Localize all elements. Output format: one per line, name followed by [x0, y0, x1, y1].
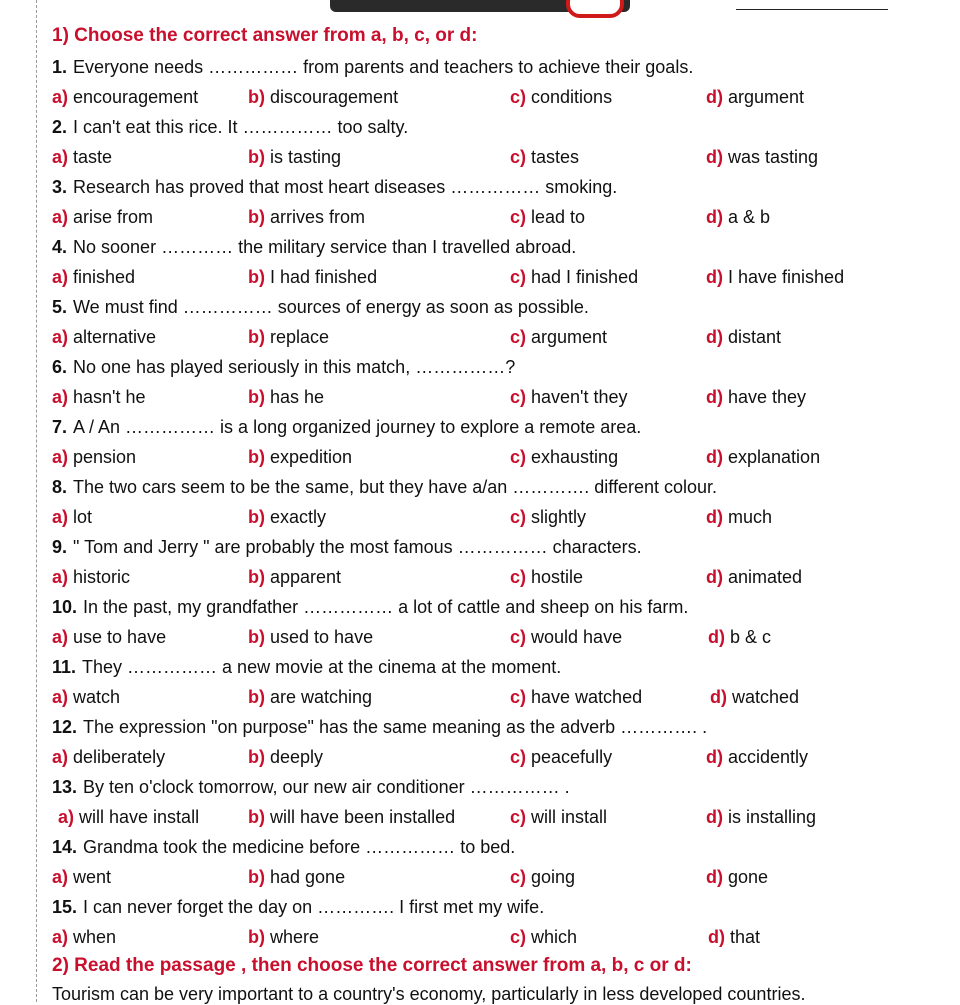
question-3 [52, 176, 617, 198]
option-text: hasn't he [73, 387, 146, 407]
option-letter: a) [52, 927, 69, 947]
option-b[interactable] [248, 326, 329, 348]
option-d[interactable] [706, 746, 808, 768]
option-letter: d) [706, 267, 723, 287]
options-row [0, 806, 960, 828]
question-number: 11. [52, 657, 77, 677]
option-text: conditions [531, 87, 613, 107]
options-row [0, 446, 960, 468]
option-text: where [270, 927, 320, 947]
option-letter: b) [248, 147, 265, 167]
option-text: distant [728, 327, 782, 347]
option-text: have watched [531, 687, 643, 707]
option-d[interactable] [708, 926, 760, 948]
option-text: had I finished [531, 267, 639, 287]
question-6 [52, 356, 515, 378]
question-number: 9. [52, 537, 68, 557]
option-text: taste [73, 147, 113, 167]
option-letter: d) [710, 687, 727, 707]
option-c[interactable] [510, 506, 586, 528]
option-c[interactable] [510, 386, 628, 408]
option-letter: d) [706, 567, 723, 587]
option-letter: b) [248, 927, 265, 947]
option-letter: c) [510, 867, 527, 887]
option-letter: b) [248, 627, 265, 647]
question-2 [52, 116, 408, 138]
option-text: discouragement [270, 87, 399, 107]
option-text: hostile [531, 567, 584, 587]
option-c[interactable] [510, 866, 575, 888]
header-rule [736, 9, 888, 10]
option-text: would have [531, 627, 623, 647]
options-row [0, 746, 960, 768]
option-text: have they [728, 387, 807, 407]
question-number: 7. [52, 417, 68, 437]
option-b[interactable] [248, 446, 352, 468]
question-text: No one has played seriously in this match, ……………? [73, 357, 516, 377]
question-11 [52, 656, 561, 678]
option-text: that [730, 927, 761, 947]
option-text: deeply [270, 747, 324, 767]
option-text: deliberately [73, 747, 166, 767]
option-text: which [531, 927, 578, 947]
option-b[interactable] [248, 566, 341, 588]
option-letter: a) [52, 267, 69, 287]
option-letter: b) [248, 387, 265, 407]
option-text: lot [73, 507, 93, 527]
option-letter: d) [708, 927, 725, 947]
option-text: much [728, 507, 773, 527]
option-d[interactable] [706, 326, 781, 348]
options-row [0, 926, 960, 948]
question-number: 8. [52, 477, 68, 497]
question-number: 6. [52, 357, 68, 377]
option-a[interactable] [52, 326, 156, 348]
option-c[interactable] [510, 326, 607, 348]
option-text: a & b [728, 207, 771, 227]
option-letter: c) [510, 387, 527, 407]
option-letter: d) [706, 147, 723, 167]
question-text: They …………… a new movie at the cinema at the moment. [82, 657, 562, 677]
option-b[interactable] [248, 146, 341, 168]
option-d[interactable] [708, 626, 771, 648]
option-text: argument [531, 327, 608, 347]
section-2-heading: 2) Read the passage , then choose the correct answer from a, b, c or d: [52, 955, 692, 976]
option-letter: a) [52, 687, 69, 707]
option-c[interactable] [510, 146, 579, 168]
option-letter: c) [510, 507, 527, 527]
option-c[interactable] [510, 686, 642, 708]
option-text: arise from [73, 207, 154, 227]
option-text: are watching [270, 687, 373, 707]
option-letter: a) [52, 747, 69, 767]
option-text: explanation [728, 447, 821, 467]
option-letter: d) [706, 507, 723, 527]
option-text: I had finished [270, 267, 378, 287]
option-text: encouragement [73, 87, 199, 107]
option-text: accidently [728, 747, 809, 767]
option-d[interactable] [706, 506, 772, 528]
option-text: went [73, 867, 112, 887]
option-letter: c) [510, 267, 527, 287]
option-text: expedition [270, 447, 353, 467]
option-d[interactable] [706, 806, 816, 828]
question-text: Grandma took the medicine before …………… to bed. [83, 837, 516, 857]
option-d[interactable] [706, 566, 802, 588]
option-letter: d) [706, 327, 723, 347]
option-text: was tasting [728, 147, 819, 167]
option-b[interactable] [248, 806, 455, 828]
header-banner-fragment [330, 0, 630, 12]
option-letter: a) [52, 627, 69, 647]
option-letter: b) [248, 207, 265, 227]
option-letter: d) [708, 627, 725, 647]
option-letter: a) [58, 807, 75, 827]
option-c[interactable] [510, 206, 585, 228]
question-text: Research has proved that most heart diseases …………… smoking. [73, 177, 618, 197]
question-number: 12. [52, 717, 78, 737]
option-text: alternative [73, 327, 157, 347]
option-c[interactable] [510, 926, 577, 948]
question-number: 13. [52, 777, 78, 797]
option-text: slightly [531, 507, 587, 527]
option-text: animated [728, 567, 803, 587]
question-number: 2. [52, 117, 68, 137]
option-text: replace [270, 327, 330, 347]
option-b[interactable] [248, 266, 377, 288]
options-row [0, 566, 960, 588]
option-b[interactable] [248, 926, 319, 948]
question-10 [52, 596, 688, 618]
option-text: gone [728, 867, 769, 887]
option-a[interactable] [52, 926, 116, 948]
options-row [0, 626, 960, 648]
option-a[interactable] [52, 266, 135, 288]
option-text: when [73, 927, 117, 947]
option-b[interactable] [248, 506, 326, 528]
option-letter: b) [248, 567, 265, 587]
option-d[interactable] [706, 206, 770, 228]
option-b[interactable] [248, 206, 365, 228]
option-text: going [531, 867, 576, 887]
option-text: argument [728, 87, 805, 107]
question-text: " Tom and Jerry " are probably the most famous …………… characters. [73, 537, 642, 557]
option-letter: b) [248, 87, 265, 107]
option-a[interactable] [58, 806, 199, 828]
option-a[interactable] [52, 386, 146, 408]
option-letter: b) [248, 687, 265, 707]
option-letter: d) [706, 447, 723, 467]
option-text: tastes [531, 147, 580, 167]
option-text: apparent [270, 567, 342, 587]
option-letter: b) [248, 807, 265, 827]
option-letter: c) [510, 147, 527, 167]
question-number: 1. [52, 57, 68, 77]
option-text: had gone [270, 867, 346, 887]
option-letter: c) [510, 567, 527, 587]
question-number: 4. [52, 237, 68, 257]
question-9 [52, 536, 642, 558]
option-letter: c) [510, 327, 527, 347]
option-d[interactable] [706, 266, 844, 288]
question-number: 5. [52, 297, 68, 317]
question-number: 14. [52, 837, 78, 857]
header-badge [566, 0, 624, 18]
option-d[interactable] [706, 866, 768, 888]
option-letter: b) [248, 267, 265, 287]
option-text: will install [531, 807, 608, 827]
option-text: watch [73, 687, 121, 707]
option-text: pension [73, 447, 137, 467]
option-c[interactable] [510, 746, 612, 768]
question-text: I can't eat this rice. It …………… too salty. [73, 117, 409, 137]
option-text: watched [732, 687, 800, 707]
question-13 [52, 776, 570, 798]
options-row [0, 866, 960, 888]
option-letter: c) [510, 927, 527, 947]
option-c[interactable] [510, 626, 622, 648]
question-text: Everyone needs …………… from parents and teachers to achieve their goals. [73, 57, 694, 77]
question-text: The two cars seem to be the same, but they have a/an …………. different colour. [73, 477, 718, 497]
option-letter: c) [510, 747, 527, 767]
option-b[interactable] [248, 746, 323, 768]
options-row [0, 686, 960, 708]
option-a[interactable] [52, 626, 166, 648]
question-number: 10. [52, 597, 78, 617]
option-letter: b) [248, 867, 265, 887]
question-text: I can never forget the day on …………. I first met my wife. [83, 897, 545, 917]
option-letter: c) [510, 87, 527, 107]
question-text: No sooner ………… the military service than I travelled abroad. [73, 237, 577, 257]
question-8 [52, 476, 717, 498]
option-a[interactable] [52, 446, 136, 468]
options-row [0, 146, 960, 168]
option-b[interactable] [248, 866, 345, 888]
option-a[interactable] [52, 86, 198, 108]
option-letter: a) [52, 867, 69, 887]
option-b[interactable] [248, 386, 324, 408]
question-12 [52, 716, 707, 738]
option-c[interactable] [510, 266, 638, 288]
option-text: peacefully [531, 747, 613, 767]
option-c[interactable] [510, 86, 612, 108]
option-letter: a) [52, 207, 69, 227]
option-text: exactly [270, 507, 327, 527]
options-row [0, 326, 960, 348]
option-letter: a) [52, 147, 69, 167]
question-text: The expression "on purpose" has the same meaning as the adverb …………. . [83, 717, 708, 737]
option-text: b & c [730, 627, 772, 647]
option-text: exhausting [531, 447, 619, 467]
option-letter: a) [52, 327, 69, 347]
option-letter: b) [248, 507, 265, 527]
option-text: finished [73, 267, 136, 287]
option-text: arrives from [270, 207, 366, 227]
option-a[interactable] [52, 146, 112, 168]
option-text: will have install [79, 807, 200, 827]
question-5 [52, 296, 589, 318]
section-1-heading: 1) Choose the correct answer from a, b, c, or d: [52, 25, 478, 46]
question-text: By ten o'clock tomorrow, our new air conditioner …………… . [83, 777, 570, 797]
option-d[interactable] [706, 86, 804, 108]
option-letter: d) [706, 207, 723, 227]
question-4 [52, 236, 576, 258]
option-d[interactable] [706, 446, 820, 468]
option-letter: a) [52, 447, 69, 467]
question-number: 3. [52, 177, 68, 197]
options-row [0, 86, 960, 108]
question-15 [52, 896, 544, 918]
option-b[interactable] [248, 686, 372, 708]
options-row [0, 206, 960, 228]
option-d[interactable] [706, 146, 818, 168]
option-letter: c) [510, 807, 527, 827]
option-letter: b) [248, 327, 265, 347]
option-a[interactable] [52, 746, 165, 768]
option-letter: c) [510, 447, 527, 467]
option-letter: b) [248, 747, 265, 767]
question-text: A / An …………… is a long organized journey to explore a remote area. [73, 417, 642, 437]
options-row [0, 386, 960, 408]
option-c[interactable] [510, 446, 618, 468]
option-letter: c) [510, 627, 527, 647]
options-row [0, 506, 960, 528]
option-b[interactable] [248, 86, 398, 108]
option-a[interactable] [52, 506, 92, 528]
option-a[interactable] [52, 866, 111, 888]
option-text: haven't they [531, 387, 628, 407]
option-text: is tasting [270, 147, 342, 167]
question-text: In the past, my grandfather …………… a lot of cattle and sheep on his farm. [83, 597, 689, 617]
option-letter: d) [706, 747, 723, 767]
option-c[interactable] [510, 566, 583, 588]
option-letter: a) [52, 567, 69, 587]
option-letter: d) [706, 87, 723, 107]
option-b[interactable] [248, 626, 373, 648]
option-d[interactable] [710, 686, 799, 708]
option-letter: a) [52, 87, 69, 107]
question-14 [52, 836, 515, 858]
question-1 [52, 56, 693, 78]
question-number: 15. [52, 897, 78, 917]
passage-text: Tourism can be very important to a country's economy, particularly in less developed countries. [52, 984, 806, 1004]
question-text: We must find …………… sources of energy as soon as possible. [73, 297, 589, 317]
option-text: use to have [73, 627, 167, 647]
option-letter: a) [52, 387, 69, 407]
option-text: I have finished [728, 267, 845, 287]
option-text: has he [270, 387, 325, 407]
option-text: historic [73, 567, 131, 587]
option-letter: d) [706, 867, 723, 887]
option-c[interactable] [510, 806, 607, 828]
option-letter: c) [510, 687, 527, 707]
option-text: lead to [531, 207, 586, 227]
option-a[interactable] [52, 566, 130, 588]
option-letter: d) [706, 387, 723, 407]
option-a[interactable] [52, 206, 153, 228]
option-text: used to have [270, 627, 374, 647]
option-letter: b) [248, 447, 265, 467]
option-letter: c) [510, 207, 527, 227]
option-d[interactable] [706, 386, 806, 408]
option-text: will have been installed [270, 807, 456, 827]
option-a[interactable] [52, 686, 120, 708]
option-letter: d) [706, 807, 723, 827]
option-letter: a) [52, 507, 69, 527]
question-7 [52, 416, 641, 438]
options-row [0, 266, 960, 288]
option-text: is installing [728, 807, 817, 827]
